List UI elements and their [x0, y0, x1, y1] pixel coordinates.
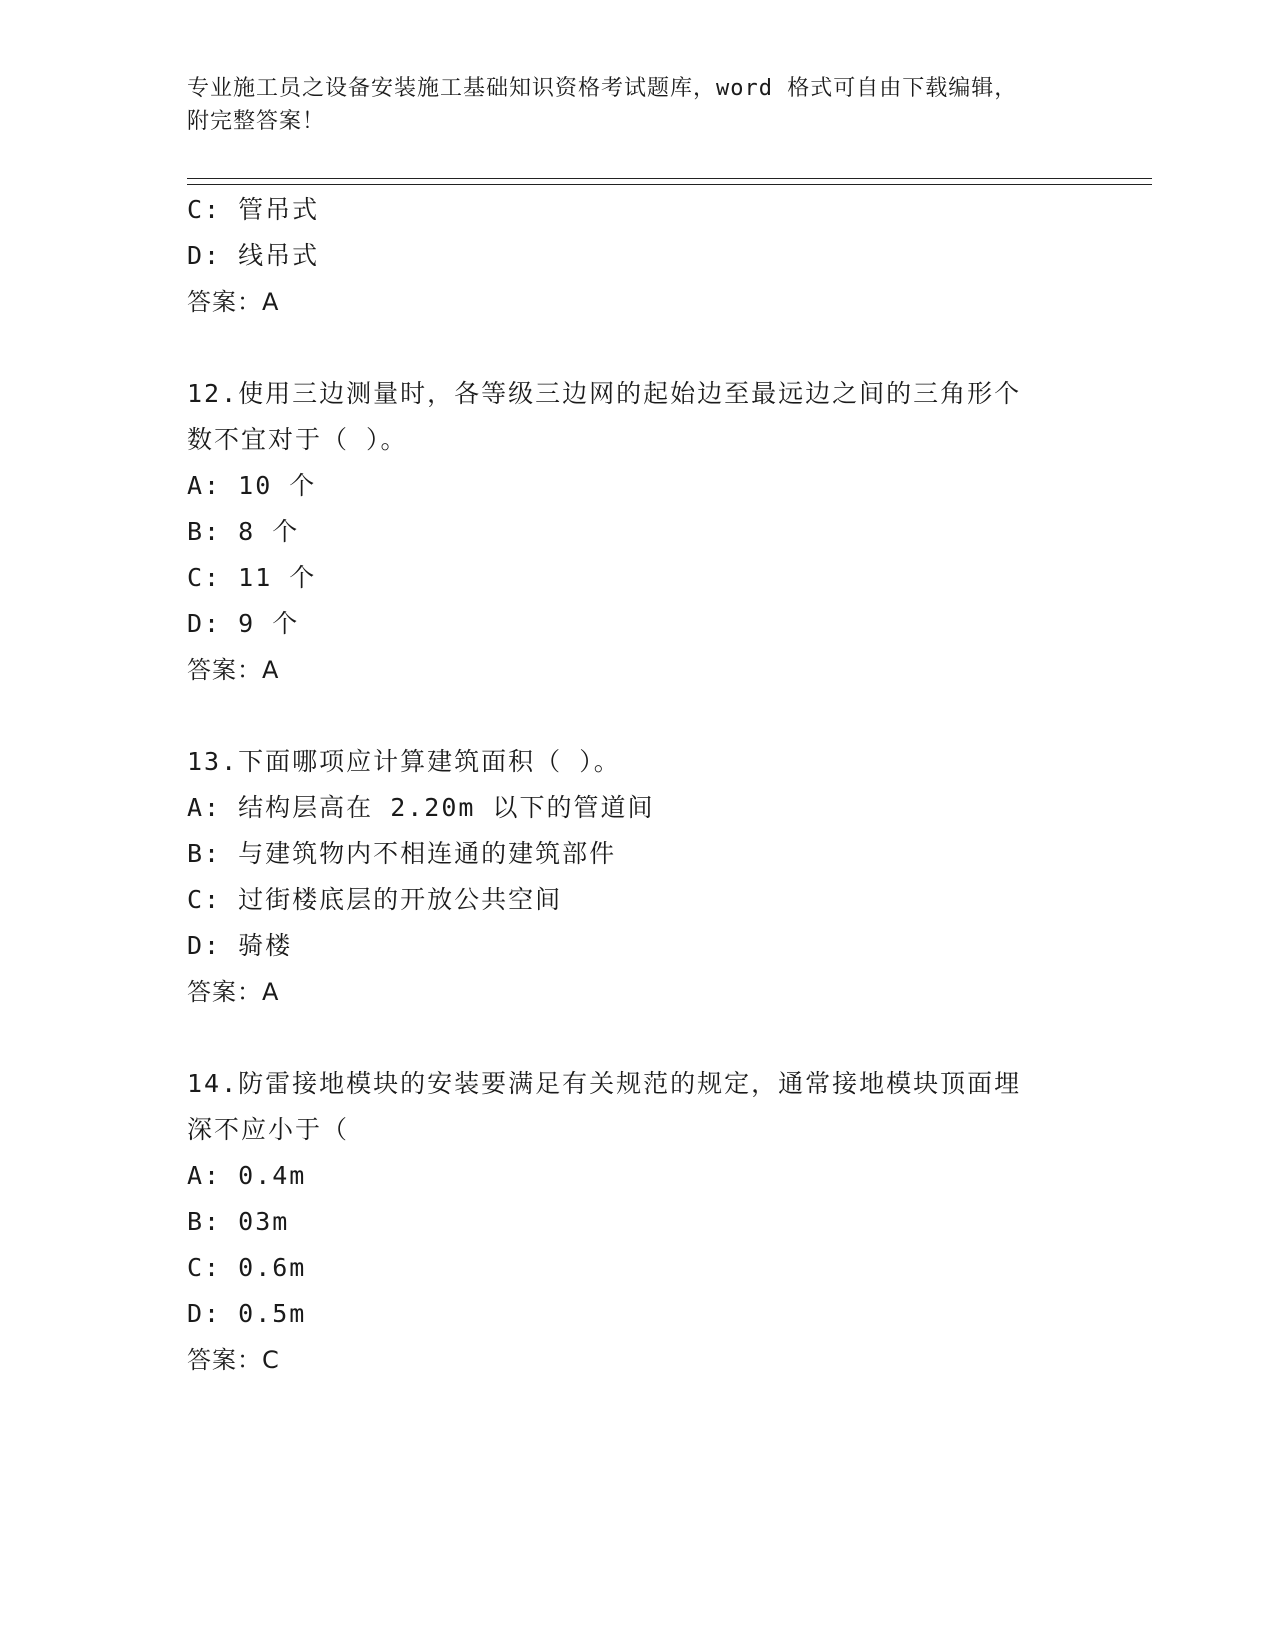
continued-question [187, 187, 1087, 325]
option-b: B: 03m [187, 1207, 290, 1236]
question-stem: 深不应小于（ [187, 1115, 350, 1144]
option-a: A: 10 个 [187, 471, 317, 500]
option-b: B: 8 个 [187, 517, 300, 546]
option-d: D: 线吊式 [187, 241, 320, 270]
question-stem: 13.下面哪项应计算建筑面积（ ）。 [187, 747, 621, 776]
page-header [187, 72, 1087, 138]
question-13 [187, 739, 1087, 1015]
option-c: C: 0.6m [187, 1253, 307, 1282]
option-b: B: 与建筑物内不相连通的建筑部件 [187, 839, 617, 868]
option-d: D: 骑楼 [187, 931, 293, 960]
answer-line: 答案：A [187, 978, 280, 1006]
document-body [187, 187, 1087, 1383]
header-line-2: 附完整答案！ [187, 109, 326, 134]
header-line-1: 专业施工员之设备安装施工基础知识资格考试题库，word 格式可自由下载编辑， [187, 76, 1018, 101]
question-12 [187, 371, 1087, 693]
option-a: A: 0.4m [187, 1161, 307, 1190]
option-c: C: 11 个 [187, 563, 317, 592]
answer-line: 答案：A [187, 288, 280, 316]
question-stem: 12.使用三边测量时，各等级三边网的起始边至最远边之间的三角形个 [187, 379, 1022, 408]
question-14 [187, 1061, 1087, 1383]
header-divider [187, 178, 1152, 185]
option-d: D: 9 个 [187, 609, 300, 638]
option-a: A: 结构层高在 2.20m 以下的管道间 [187, 793, 655, 822]
option-c: C: 管吊式 [187, 195, 320, 224]
answer-line: 答案：C [187, 1346, 280, 1374]
question-stem: 14.防雷接地模块的安装要满足有关规范的规定，通常接地模块顶面埋 [187, 1069, 1022, 1098]
option-d: D: 0.5m [187, 1299, 307, 1328]
answer-line: 答案：A [187, 656, 280, 684]
question-stem: 数不宜对于（ ）。 [187, 425, 408, 454]
option-c: C: 过街楼底层的开放公共空间 [187, 885, 563, 914]
